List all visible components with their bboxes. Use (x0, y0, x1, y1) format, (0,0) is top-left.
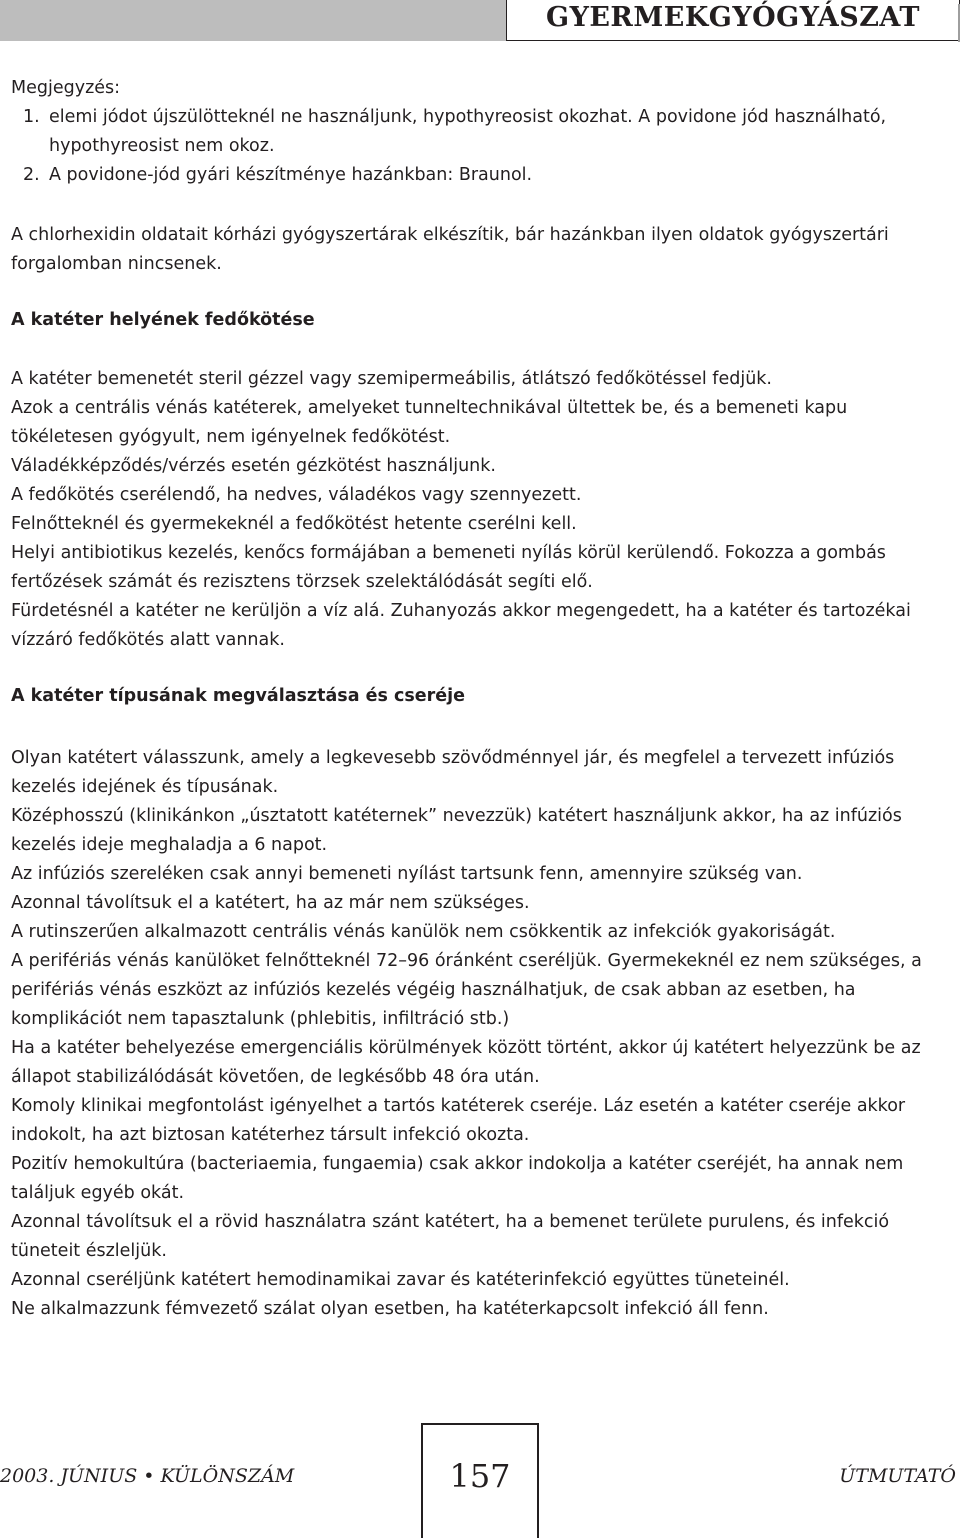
note-list (11, 103, 946, 190)
paragraph: Azok a centrális vénás katéterek, amelyeket tunneltechnikával ültettek be, és a bemeneti kapu tökéletesen gyógyult, nem igényelnek fedőkötést. (11, 398, 848, 447)
section-body-dressing (11, 365, 946, 655)
note-item-number: 1. (23, 107, 40, 127)
note-item (23, 103, 946, 161)
paragraph: Középhosszú (klinikánkon „úsztatott katéternek” nevezzük) katétert használjunk akkor, ha az infúziós kezelés ideje meghaladja a 6 napot. (11, 806, 902, 855)
note-label: Megjegyzés: (11, 78, 121, 98)
paragraph: Olyan katétert válasszunk, amely a legkevesebb szövődménnyel jár, és megfelel a tervezett infúziós kezelés idejének és típusának. (11, 748, 895, 797)
paragraph: Komoly klinikai megfontolást igényelhet a tartós katéterek cseréje. Láz esetén a katéter cseréje akkor indokolt, ha azt biztosan katéterhez társult infekció okozta. (11, 1096, 906, 1145)
paragraph: Az infúziós szereléken csak annyi bemeneti nyílást tartsunk fenn, amennyire szükség van. (11, 864, 803, 884)
page-number-box (421, 1423, 539, 1538)
paragraph: Ne alkalmazzunk fémvezető szálat olyan esetben, ha katéterkapcsolt infekció áll fenn. (11, 1299, 769, 1319)
paragraph: Váladékképződés/vérzés esetén gézkötést használjunk. (11, 456, 496, 476)
paragraph: Azonnal távolítsuk el a rövid használatra szánt katétert, ha a bemenet területe purulens, és infekció tüneteit észleljük. (11, 1212, 890, 1261)
header-title-box (506, 0, 960, 41)
paragraph: Ha a katéter behelyezése emergenciális körülmények között történt, akkor új katétert helyezzünk be az állapot stabilizálódását követően, de legkésőbb 48 óra után. (11, 1038, 921, 1087)
note-item-text: elemi jódot újszülötteknél ne használjunk, hypothyreosist okozhat. A povidone jód használható, hypothyreosist nem okoz. (49, 107, 887, 156)
section-heading-dressing: A katéter helyének fedőkötése (11, 310, 315, 330)
chlorhexidin-paragraph: A chlorhexidin oldatait kórházi gyógyszertárak elkészítik, bár hazánkban ilyen oldatok gyógyszertári forgalomban nincsenek. (11, 225, 889, 274)
paragraph: A perifériás vénás kanülöket felnőtteknél 72–96 óránként cseréljük. Gyermekeknél ez nem szükséges, a perifériás vénás eszközt az infúziós kezelés végéig használhatjuk, de csak abban az esetben, ha komplikációt nem tapasztalunk (phlebitis, infiltráció stb.) (11, 951, 922, 1029)
note-block (11, 74, 946, 190)
paragraph: Azonnal távolítsuk el a katétert, ha az már nem szükséges. (11, 893, 530, 913)
note-item-number: 2. (23, 165, 40, 185)
header-bar (0, 0, 960, 44)
paragraph: Helyi antibiotikus kezelés, kenőcs formájában a bemeneti nyílás körül kerülendő. Fokozza a gombás fertőzések számát és rezisztens törzsek szelektálódását segíti elő. (11, 543, 886, 592)
note-item-text: A povidone-jód gyári készítménye hazánkban: Braunol. (49, 165, 533, 185)
journal-section-title: GYERMEKGYÓGYÁSZAT (546, 2, 920, 33)
paragraph: Felnőtteknél és gyermekeknél a fedőkötést hetente cserélni kell. (11, 514, 577, 534)
note-item (23, 161, 946, 190)
header-gray-band (0, 0, 506, 41)
footer-section: ÚTMUTATÓ (839, 1465, 956, 1487)
paragraph: Pozitív hemokultúra (bacteriaemia, fungaemia) csak akkor indokolja a katéter cseréjét, ha annak nem találjuk egyéb okát. (11, 1154, 904, 1203)
paragraph: Azonnal cseréljünk katétert hemodinamikai zavar és katéterinfekció együttes tüneteinél. (11, 1270, 790, 1290)
paragraph: A fedőkötés cserélendő, ha nedves, váladékos vagy szennyezett. (11, 485, 582, 505)
section-heading-catheter-choice: A katéter típusának megválasztása és cseréje (11, 686, 466, 706)
paragraph: A rutinszerűen alkalmazott centrális vénás kanülök nem csökkentik az infekciók gyakoriságát. (11, 922, 836, 942)
page-number: 157 (449, 1457, 511, 1495)
paragraph: Fürdetésnél a katéter ne kerüljön a víz alá. Zuhanyozás akkor megengedett, ha a katéter és tartozékai vízzáró fedőkötés alatt vannak. (11, 601, 911, 650)
section-body-catheter-choice (11, 744, 946, 1324)
footer-issue: 2003. JÚNIUS • KÜLÖNSZÁM (0, 1465, 295, 1487)
paragraph: A katéter bemenetét steril gézzel vagy szemipermeábilis, átlátszó fedőkötéssel fedjük. (11, 369, 772, 389)
